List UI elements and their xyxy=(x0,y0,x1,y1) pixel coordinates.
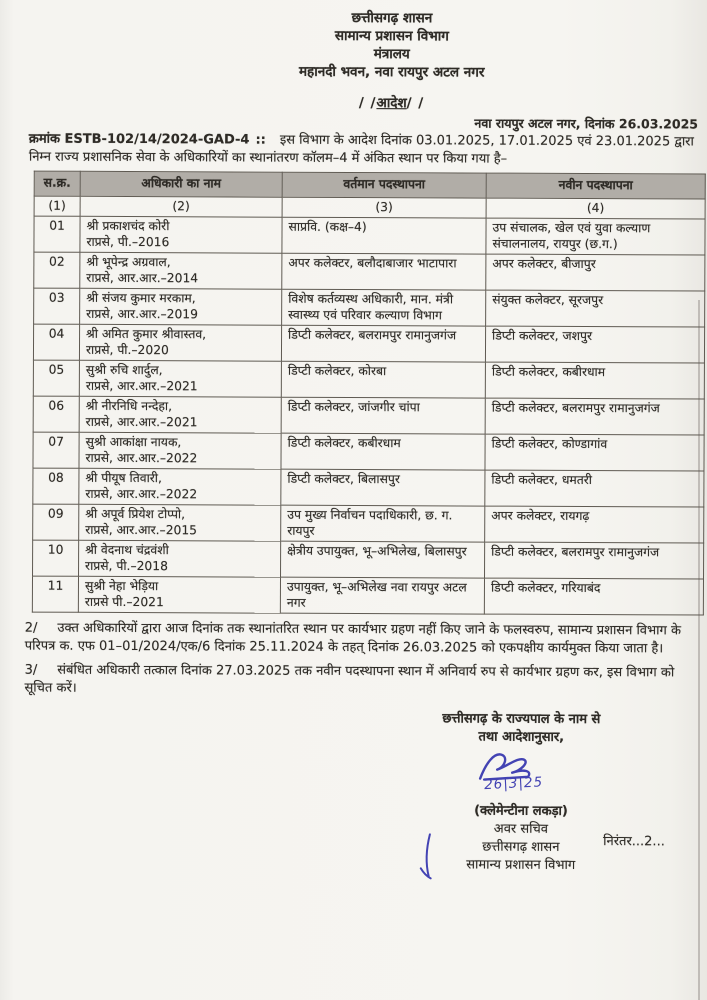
cell-current-posting: डिप्टी कलेक्टर, बलरामपुर रामानुजगंज xyxy=(281,325,485,362)
table-row xyxy=(34,288,705,327)
cell-officer-name: श्री नीरनिधि नन्देहा, राप्रसे, आर.आर.–2021 xyxy=(79,396,281,433)
department-line: सामान्य प्रशासन विभाग xyxy=(466,857,576,873)
paragraph-2-text: उक्त अधिकारियों द्वारा आज दिनांक तक स्थानांतरित स्थान पर कार्यभार ग्रहण नहीं किए जाने के फलस्वरुप, सामान्य प्रशासन विभाग के परिपत्र क. एफ 01–01/2024/एक/6 दिनांक 25.11.2024 के तहत् दिनांक 26.03.2025 को एकपक्षीय कार्यमुक्त किया जाता है। xyxy=(24,620,682,656)
cell-officer-name: सुश्री नेहा भेड़िया राप्रसे पी.–2021 xyxy=(78,576,280,613)
table-row xyxy=(34,252,705,291)
cell-new-posting: डिप्टी कलेक्टर, बलरामपुर रामानुजगंज xyxy=(485,398,704,435)
cell-current-posting: डिप्टी कलेक्टर, कबीरधाम xyxy=(281,433,485,470)
cell-officer-name: श्री पीयूष तिवारी, राप्रसे, आर.आर.–2022 xyxy=(79,468,281,505)
cell-new-posting: डिप्टी कलेक्टर, जशपुर xyxy=(485,326,704,363)
letterhead-line: मंत्रालय xyxy=(373,46,410,63)
order-word: आदेश xyxy=(376,95,407,112)
column-number: (2) xyxy=(80,196,282,217)
table-row xyxy=(33,468,704,507)
paragraph-2 xyxy=(25,620,694,658)
cell-serial: 06 xyxy=(33,396,79,432)
cell-new-posting: उप संचालक, खेल एवं युवा कल्याण संचालनालय, रायपुर (छ.ग.) xyxy=(486,218,705,255)
signature-area xyxy=(366,746,676,803)
cell-serial: 10 xyxy=(33,540,79,576)
cell-current-posting: उपायुक्त, भू–अभिलेख नवा रायपुर अटल नगर xyxy=(280,577,484,614)
cell-new-posting: डिप्टी कलेक्टर, बलरामपुर रामानुजगंज xyxy=(485,542,704,579)
letterhead-line: सामान्य प्रशासन विभाग xyxy=(334,27,449,45)
cell-current-posting: डिप्टी कलेक्टर, जांजगीर चांपा xyxy=(281,397,485,434)
reference-number: क्रमांक ESTB-102/14/2024-GAD-4 xyxy=(28,131,250,148)
by-order-line: तथा आदेशानुसार, xyxy=(478,729,565,745)
paragraph-3-number: 3/ xyxy=(24,662,38,678)
cell-new-posting: डिप्टी कलेक्टर, कबीरधाम xyxy=(485,362,704,399)
cell-officer-name: श्री संजय कुमार मरकाम, राप्रसे, आर.आर.–2019 xyxy=(80,288,282,325)
signatory-designation: अवर सचिव xyxy=(493,821,549,837)
cell-new-posting: डिप्टी कलेक्टर, धमतरी xyxy=(485,470,704,507)
column-number: (1) xyxy=(34,196,80,217)
column-number: (3) xyxy=(282,197,486,218)
cell-officer-name: श्री प्रकाशचंद कोरी राप्रसे, पी.–2016 xyxy=(80,216,282,253)
order-title xyxy=(75,92,707,113)
continuation-note: निरंतर...2... xyxy=(603,834,665,850)
column-header: अधिकारी का नाम xyxy=(80,171,282,196)
table-row xyxy=(33,324,704,363)
order-slashes: / / xyxy=(406,95,425,112)
cell-officer-name: श्री अपूर्व प्रियेश टोप्पो, राप्रसे, आर.आर.–2015 xyxy=(79,504,281,541)
opening-text: इस विभाग के आदेश दिनांक 03.01.2025, 17.01.2025 एवं 23.01.2025 द्वारा निम्न राज्य प्रशासनिक सेवा के अधिकारियों का स्थानांतरण कॉलम–4 में अंकित स्थान पर किया गया है– xyxy=(28,132,694,167)
cell-serial: 03 xyxy=(34,288,80,324)
column-header: स.क्र. xyxy=(34,171,80,196)
cell-officer-name: श्री अमित कुमार श्रीवास्तव, राप्रसे, पी.–2020 xyxy=(79,324,281,361)
table-head xyxy=(34,171,705,219)
signatory-name: (क्लेमेन्टीना लकड़ा) xyxy=(474,803,568,819)
cell-serial: 04 xyxy=(33,324,79,360)
cell-current-posting: उप मुख्य निर्वाचन पदाधिकारी, छ. ग. रायपुर xyxy=(281,505,485,542)
table-row xyxy=(33,396,704,435)
cell-current-posting: विशेष कर्तव्यस्थ अधिकारी, मान. मंत्री स्वास्थ्य एवं परिवार कल्याण विभाग xyxy=(282,289,486,326)
letterhead-line: महानदी भवन, नवा रायपुर अटल नगर xyxy=(298,63,485,81)
letterhead-line: छत्तीसगढ़ शासन xyxy=(351,9,433,27)
cell-new-posting: डिप्टी कलेक्टर, गरियाबंद xyxy=(484,578,703,615)
cell-officer-name: श्री भूपेन्द्र अग्रवाल, राप्रसे, आर.आर.–2014 xyxy=(80,252,282,289)
paragraph-2-number: 2/ xyxy=(24,620,38,636)
paragraph-3-text: संबंधित अधिकारी तत्काल दिनांक 27.03.2025 तक नवीन पदस्थापना स्थान में अनिवार्य रुप से कार्यभार ग्रहण कर, इस विभाग को सूचित करें। xyxy=(24,662,675,696)
reference-separator: :: xyxy=(255,132,266,148)
opening-paragraph xyxy=(29,131,694,169)
dateline: नवा रायपुर अटल नगर, दिनांक 26.03.2025 xyxy=(474,115,699,132)
cell-serial: 11 xyxy=(32,576,78,612)
letterhead xyxy=(75,8,707,83)
department-line: छत्तीसगढ़ शासन xyxy=(482,839,560,855)
cell-current-posting: अपर कलेक्टर, बलौदाबाजार भाटापारा xyxy=(282,253,486,290)
cell-serial: 07 xyxy=(33,432,79,468)
cell-officer-name: सुश्री आकांक्षा नायक, राप्रसे, आर.आर.–2022 xyxy=(79,432,281,469)
table-row xyxy=(33,540,704,579)
cell-serial: 05 xyxy=(33,360,79,396)
table-row xyxy=(33,432,704,471)
ink-mark-icon xyxy=(418,832,436,880)
column-number: (4) xyxy=(486,198,705,219)
table-body xyxy=(32,216,705,615)
cell-officer-name: श्री वेदनाथ चंद्रवंशी राप्रसे, पी.–2018 xyxy=(79,540,281,577)
transfer-table xyxy=(32,171,706,616)
cell-current-posting: डिप्टी कलेक्टर, बिलासपुर xyxy=(281,469,485,506)
cell-serial: 08 xyxy=(33,468,79,504)
cell-current-posting: डिप्टी कलेक्टर, कोरबा xyxy=(281,361,485,398)
signature-block xyxy=(366,710,677,875)
paragraph-3 xyxy=(24,662,693,700)
column-header: वर्तमान पदस्थापना xyxy=(282,172,486,197)
cell-serial: 02 xyxy=(34,252,80,288)
cell-new-posting: अपर कलेक्टर, बीजापुर xyxy=(486,254,705,291)
cell-new-posting: संयुक्त कलेक्टर, सूरजपुर xyxy=(486,290,705,327)
table-row xyxy=(34,216,705,255)
cell-serial: 01 xyxy=(34,216,80,252)
cell-new-posting: डिप्टी कलेक्टर, कोण्डागांव xyxy=(485,434,704,471)
signature-date: 26|3|25 xyxy=(483,774,544,794)
cell-current-posting: साप्रवि. (कक्ष–4) xyxy=(282,217,486,254)
cell-current-posting: क्षेत्रीय उपायुक्त, भू–अभिलेख, बिलासपुर xyxy=(281,541,485,578)
column-header: नवीन पदस्थापना xyxy=(486,173,705,198)
table-row xyxy=(33,504,704,543)
cell-new-posting: अपर कलेक्टर, रायगढ़ xyxy=(485,506,704,543)
cell-serial: 09 xyxy=(33,504,79,540)
cell-officer-name: सुश्री रुचि शार्दुल, राप्रसे, आर.आर.–2021 xyxy=(79,360,281,397)
by-order-line: छत्तीसगढ़ के राज्यपाल के नाम से xyxy=(442,711,601,728)
table-row xyxy=(33,360,704,399)
table-row xyxy=(32,576,703,615)
order-slashes: / / xyxy=(358,95,377,112)
